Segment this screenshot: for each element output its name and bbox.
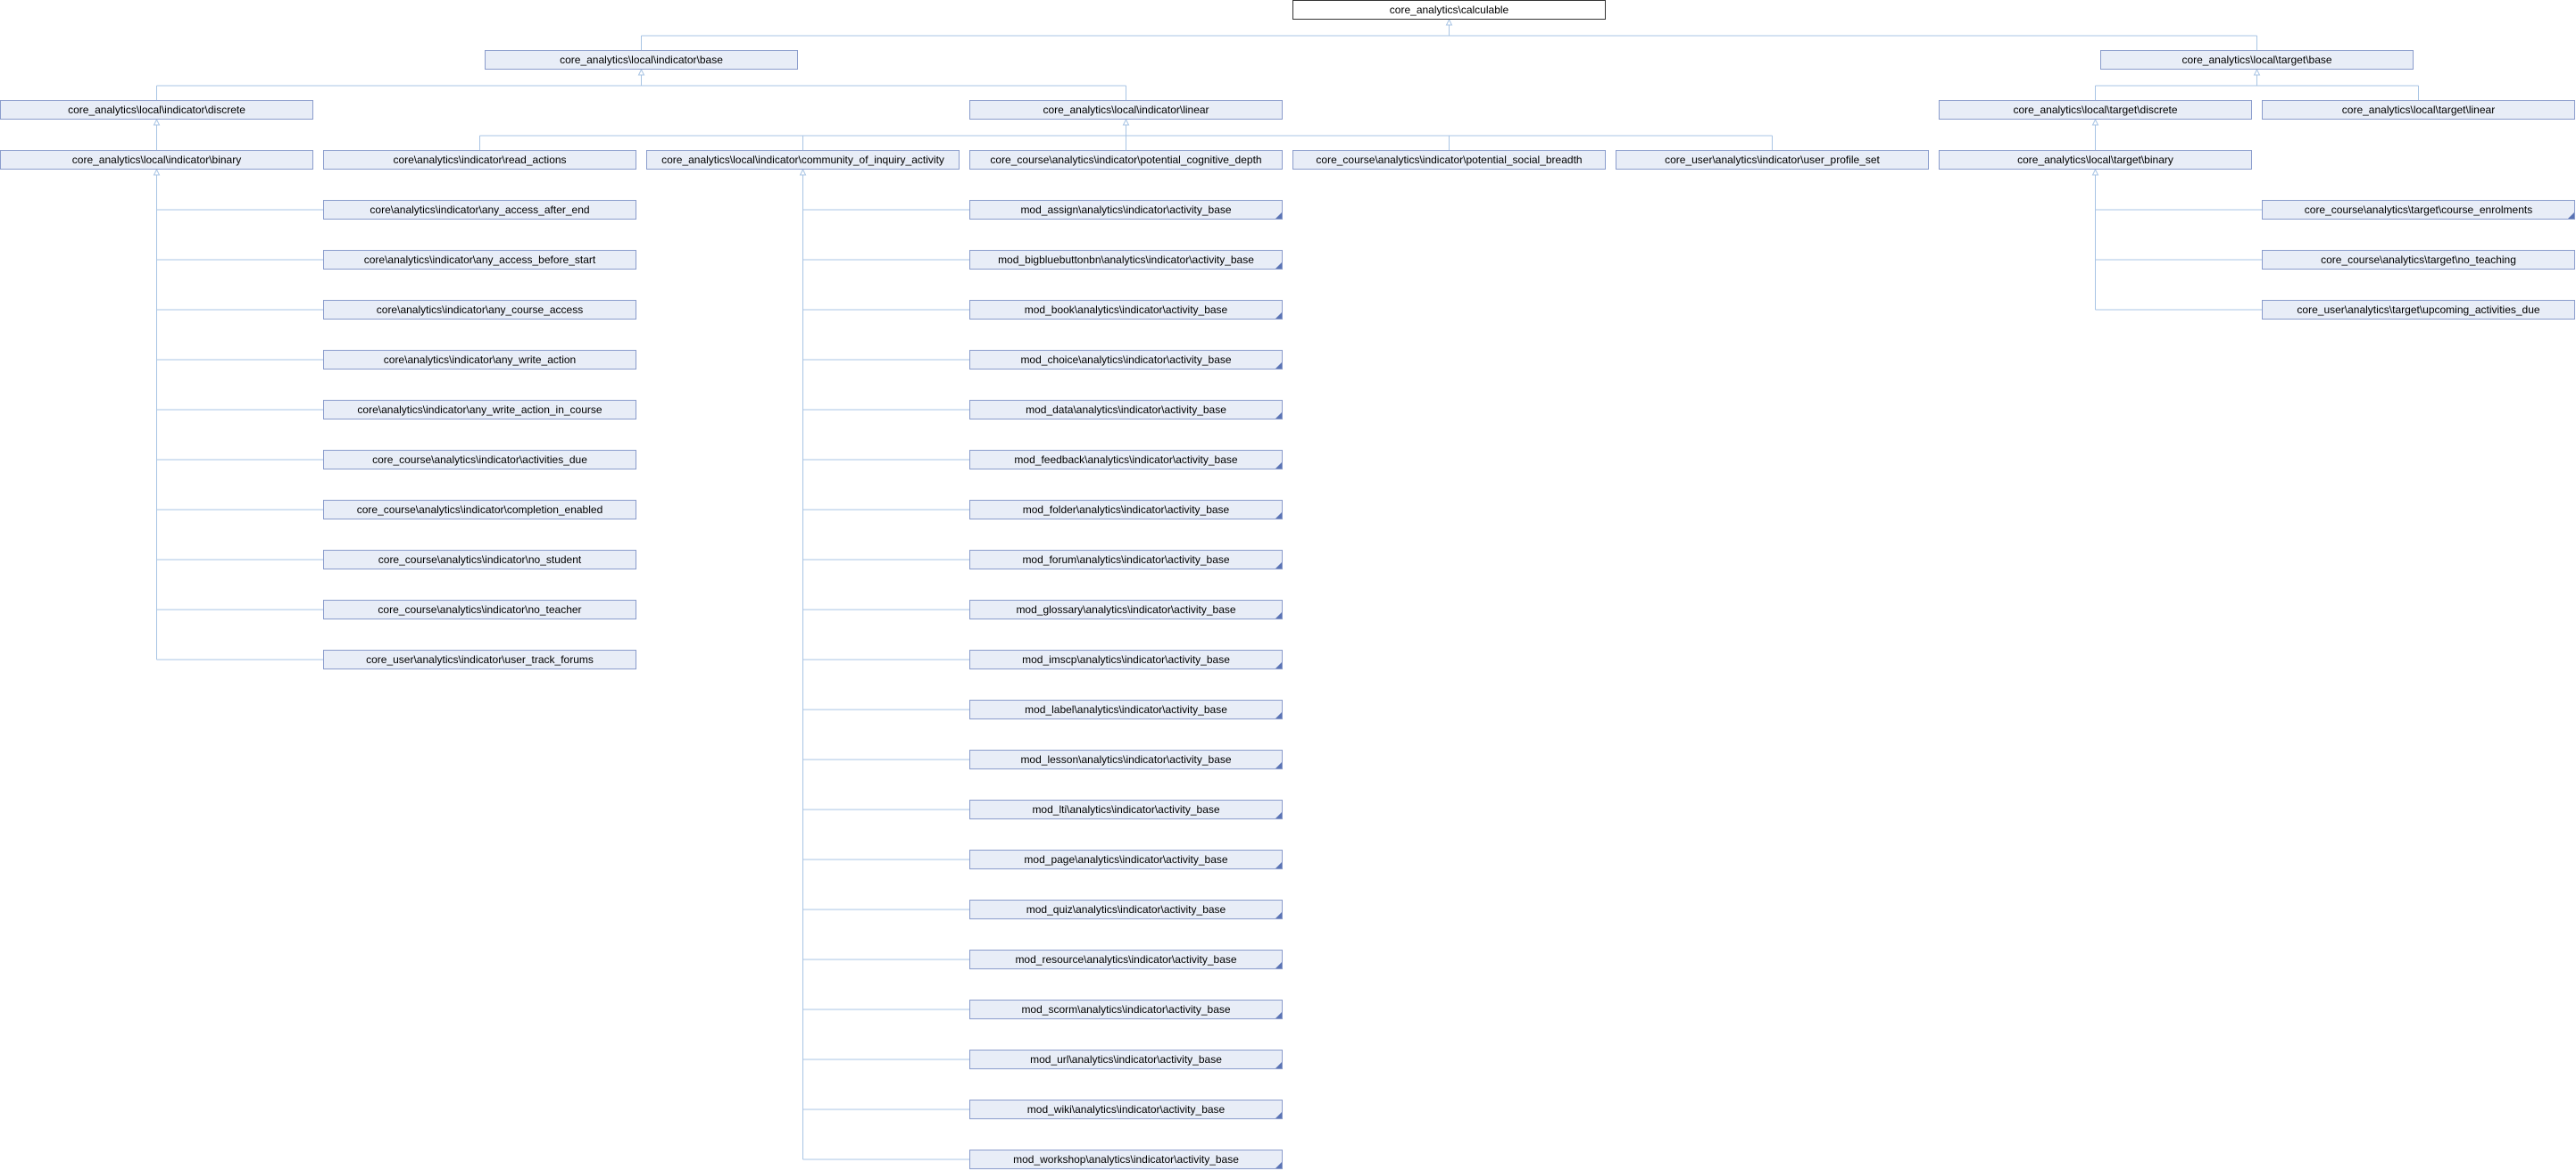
class-node-label: mod_page\analytics\indicator\activity_base (1024, 853, 1228, 866)
class-node-t1[interactable] (2262, 250, 2575, 270)
class-node-m14[interactable] (969, 900, 1283, 919)
class-node-label: mod_feedback\analytics\indicator\activity_base (1014, 453, 1238, 466)
class-node-m1[interactable] (969, 250, 1283, 270)
class-node-m11[interactable] (969, 750, 1283, 769)
class-node-m9[interactable] (969, 650, 1283, 669)
class-node-m10[interactable] (969, 700, 1283, 719)
arrow-coi_activity (801, 170, 806, 175)
class-node-b2[interactable] (323, 300, 636, 320)
class-node-b4[interactable] (323, 400, 636, 419)
class-node-m5[interactable] (969, 450, 1283, 469)
class-node-b5[interactable] (323, 450, 636, 469)
class-node-tgt-base[interactable] (2100, 50, 2414, 70)
class-node-m15[interactable] (969, 950, 1283, 969)
class-node-b1[interactable] (323, 250, 636, 270)
class-node-calculable[interactable] (1292, 0, 1606, 20)
class-node-label: mod_resource\analytics\indicator\activity_base (1015, 953, 1237, 966)
class-node-m13[interactable] (969, 850, 1283, 869)
class-node-b7[interactable] (323, 550, 636, 569)
class-node-label: mod_glossary\analytics\indicator\activity_base (1016, 603, 1236, 616)
class-node-label: core_analytics\local\indicator\base (560, 54, 723, 66)
class-node-tgt-discrete[interactable] (1939, 100, 2252, 120)
class-node-label: core_course\analytics\indicator\potential_social_breadth (1316, 154, 1583, 166)
class-node-tgt-linear[interactable] (2262, 100, 2575, 120)
class-node-label: core_course\analytics\indicator\activities_due (372, 453, 587, 466)
class-node-label: core\analytics\indicator\read_actions (393, 154, 567, 166)
class-node-m6[interactable] (969, 500, 1283, 519)
class-node-t2[interactable] (2262, 300, 2575, 320)
class-node-label: core_analytics\local\target\base (2181, 54, 2332, 66)
class-node-b9[interactable] (323, 650, 636, 669)
class-node-label: core_analytics\local\indicator\binary (71, 154, 242, 166)
class-node-read-actions[interactable] (323, 150, 636, 170)
class-node-b3[interactable] (323, 350, 636, 370)
class-node-label: core_analytics\calculable (1389, 4, 1509, 16)
class-node-b8[interactable] (323, 600, 636, 619)
class-node-m4[interactable] (969, 400, 1283, 419)
arrow-tgt_binary (2093, 170, 2098, 175)
class-node-ind-linear[interactable] (969, 100, 1283, 120)
class-node-label: mod_wiki\analytics\indicator\activity_base (1026, 1103, 1226, 1116)
class-node-tgt-binary[interactable] (1939, 150, 2252, 170)
arrow-ind_linear (1124, 120, 1129, 125)
arrow-tgt_discrete (2093, 120, 2098, 125)
class-node-label: mod_data\analytics\indicator\activity_base (1026, 403, 1226, 416)
class-node-label: mod_choice\analytics\indicator\activity_base (1020, 353, 1232, 366)
class-node-m0[interactable] (969, 200, 1283, 220)
class-node-label: core_analytics\local\target\linear (2341, 104, 2496, 116)
class-node-m7[interactable] (969, 550, 1283, 569)
class-node-label: core_user\analytics\indicator\user_profile_set (1665, 154, 1880, 166)
class-node-m19[interactable] (969, 1150, 1283, 1169)
arrow-ind_binary (154, 170, 160, 175)
class-node-label: mod_book\analytics\indicator\activity_base (1024, 303, 1228, 316)
class-node-m2[interactable] (969, 300, 1283, 320)
class-node-coi-activity[interactable] (646, 150, 960, 170)
class-node-label: core_analytics\local\target\binary (2017, 154, 2173, 166)
class-node-label: core_analytics\local\indicator\linear (1043, 104, 1209, 116)
class-node-label: core_analytics\local\indicator\discrete (68, 104, 245, 116)
class-node-label: mod_label\analytics\indicator\activity_base (1025, 703, 1227, 716)
class-node-ind-discrete[interactable] (0, 100, 313, 120)
class-node-label: core_analytics\local\indicator\community_of_inquiry_activity (661, 154, 944, 166)
class-node-label: mod_lti\analytics\indicator\activity_base (1032, 803, 1220, 816)
class-node-label: mod_scorm\analytics\indicator\activity_base (1021, 1003, 1231, 1016)
class-node-pot-cognitive[interactable] (969, 150, 1283, 170)
class-node-label: core\analytics\indicator\any_write_action_in_course (357, 403, 602, 416)
class-node-label: core\analytics\indicator\any_course_access (376, 303, 584, 316)
class-node-label: core\analytics\indicator\any_write_action (383, 353, 577, 366)
class-node-user-profile-set[interactable] (1616, 150, 1929, 170)
class-node-label: core\analytics\indicator\any_access_after_end (370, 203, 590, 216)
class-node-label: core_course\analytics\indicator\no_student (378, 553, 582, 566)
class-node-pot-social[interactable] (1292, 150, 1606, 170)
class-node-m16[interactable] (969, 1000, 1283, 1019)
class-node-label: core_user\analytics\target\upcoming_activities_due (2297, 303, 2540, 316)
class-node-label: mod_workshop\analytics\indicator\activity_base (1013, 1153, 1239, 1166)
class-node-m18[interactable] (969, 1100, 1283, 1119)
class-node-label: core_user\analytics\indicator\user_track_forums (366, 653, 594, 666)
arrow-ind_discrete (154, 120, 160, 125)
class-node-ind-binary[interactable] (0, 150, 313, 170)
class-node-m17[interactable] (969, 1050, 1283, 1069)
class-node-label: mod_quiz\analytics\indicator\activity_base (1026, 903, 1226, 916)
class-node-label: mod_folder\analytics\indicator\activity_base (1022, 503, 1230, 516)
class-node-label: core_analytics\local\target\discrete (2013, 104, 2178, 116)
class-node-label: core_course\analytics\indicator\completion_enabled (356, 503, 603, 516)
arrow-calculable (1447, 20, 1452, 25)
class-node-label: mod_assign\analytics\indicator\activity_base (1020, 203, 1232, 216)
class-node-label: core_course\analytics\target\no_teaching (2321, 253, 2516, 266)
class-node-m12[interactable] (969, 800, 1283, 819)
class-node-label: mod_url\analytics\indicator\activity_base (1030, 1053, 1222, 1066)
class-node-b6[interactable] (323, 500, 636, 519)
class-node-label: core_course\analytics\indicator\no_teacher (378, 603, 582, 616)
class-node-m3[interactable] (969, 350, 1283, 370)
class-node-b0[interactable] (323, 200, 636, 220)
class-node-label: core\analytics\indicator\any_access_before_start (363, 253, 596, 266)
class-node-label: core_course\analytics\indicator\potential_cognitive_depth (990, 154, 1262, 166)
class-node-label: mod_imscp\analytics\indicator\activity_base (1022, 653, 1230, 666)
arrow-tgt_base (2255, 70, 2260, 75)
arrow-ind_base (639, 70, 644, 75)
class-node-label: mod_forum\analytics\indicator\activity_base (1022, 553, 1230, 566)
class-node-t0[interactable] (2262, 200, 2575, 220)
class-node-ind-base[interactable] (485, 50, 798, 70)
class-node-label: mod_lesson\analytics\indicator\activity_base (1020, 753, 1232, 766)
class-node-label: mod_bigbluebuttonbn\analytics\indicator\activity_base (998, 253, 1254, 266)
class-node-label: core_course\analytics\target\course_enrolments (2304, 203, 2533, 216)
class-node-m8[interactable] (969, 600, 1283, 619)
